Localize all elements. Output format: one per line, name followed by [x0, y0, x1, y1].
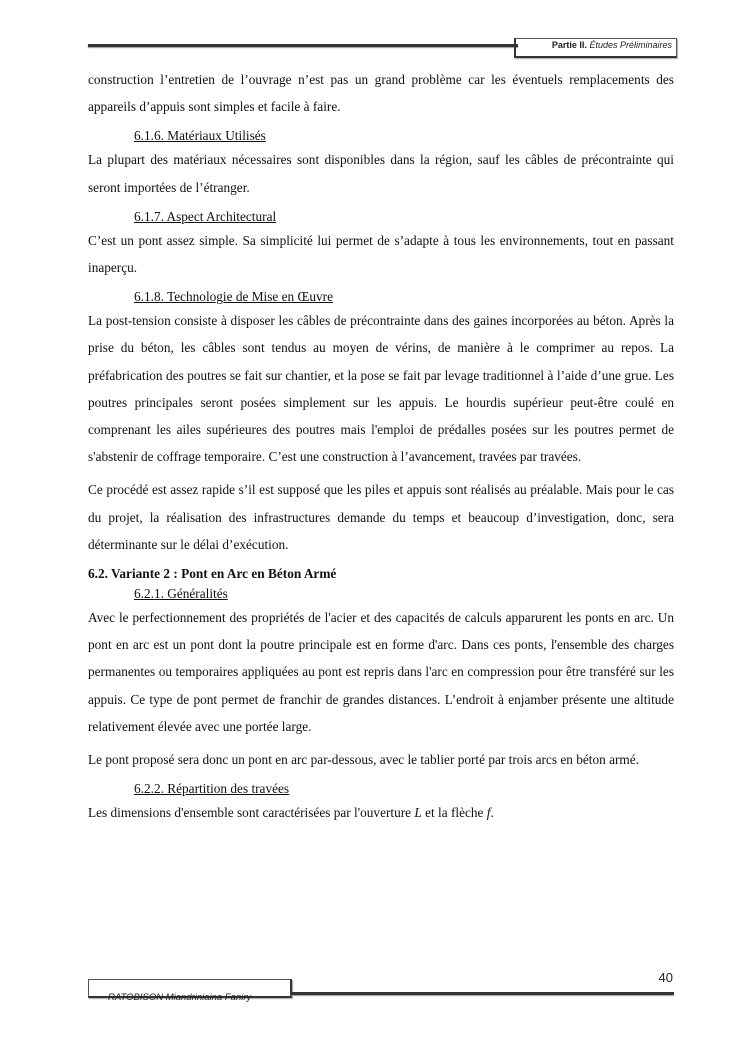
- page-number: 40: [658, 970, 673, 985]
- footer-rule: [291, 992, 674, 995]
- paragraph-generalites-1: Avec le perfectionnement des propriétés de l'acier et des capacités de calculs apparurent les ponts en arc. Un pont en arc est un pont dont la poutre principale est en forme d'arc. Dans ces ponts, l'ensemble des charges permanentes ou temporaires appliquées au pont est repris dans l'arc en compression pour être transféré sur les appuis. Ce type de pont permet de franchir de grandes distances. L’endroit à enjamber présente une altitude relativement élevée avec une portée large.: [88, 610, 674, 734]
- page-body: [88, 66, 674, 826]
- paragraph-continuation: construction l’entretien de l’ouvrage n’est pas un grand problème car les éventuels remplacements des appareils d’appuis sont simples et facile à faire.: [88, 72, 674, 115]
- paragraph-technologie-1: La post-tension consiste à disposer les câbles de précontrainte dans des gaines incorporées au béton. Après la prise du béton, les câbles sont tendus au moyen de vérins, de manière à le comprimer au repos. La préfabrication des poutres se fait sur chantier, et la pose se fait par levage traditionnel à l’aide d’une grue. Les poutres principales seront posées simplement sur les appuis. Le hourdis supérieur peut-être coulé en comprenant les ailes supérieures des poutres mais l'emploi de prédalles posées sur les poutres permet de s'abstenir de coffrage temporaire. C’est une construction à l’avancement, travées par travées.: [88, 313, 674, 465]
- heading-6-2-1: 6.2.1. Généralités: [134, 586, 228, 602]
- paragraph-repartition: Les dimensions d'ensemble sont caractérisées par l'ouverture L et la flèche f.: [88, 805, 494, 821]
- heading-6-2: 6.2. Variante 2 : Pont en Arc en Béton Armé: [88, 566, 337, 582]
- header-part: Partie II.: [551, 40, 587, 50]
- heading-6-2-2: 6.2.2. Répartition des travées: [134, 781, 290, 797]
- footer-author: RATOBISON Miandriniaina Faniry: [108, 992, 252, 1003]
- paragraph-generalites-2: Le pont proposé sera donc un pont en arc par-dessous, avec le tablier porté par trois arcs en béton armé.: [88, 752, 639, 768]
- paragraph-technologie-2: Ce procédé est assez rapide s’il est supposé que les piles et appuis sont réalisés au préalable. Mais pour le cas du projet, la réalisation des infrastructures demande du temps et beaucoup d’investigation, donc, sera déterminante sur le délai d’exécution.: [88, 482, 674, 552]
- paragraph-materiaux: La plupart des matériaux nécessaires sont disponibles dans la région, sauf les câbles de précontrainte qui seront importées de l’étranger.: [88, 152, 674, 195]
- header-title: Études Préliminaires: [589, 40, 672, 50]
- paragraph-aspect: C’est un pont assez simple. Sa simplicité lui permet de s’adapte à tous les environnements, tout en passant inaperçu.: [88, 232, 674, 276]
- heading-6-1-7: 6.1.7. Aspect Architectural: [134, 208, 277, 224]
- heading-6-1-8: 6.1.8. Technologie de Mise en Œuvre: [134, 289, 333, 305]
- heading-6-1-6: 6.1.6. Matériaux Utilisés: [134, 128, 266, 144]
- header-rule: [88, 44, 518, 47]
- running-header: [552, 40, 672, 50]
